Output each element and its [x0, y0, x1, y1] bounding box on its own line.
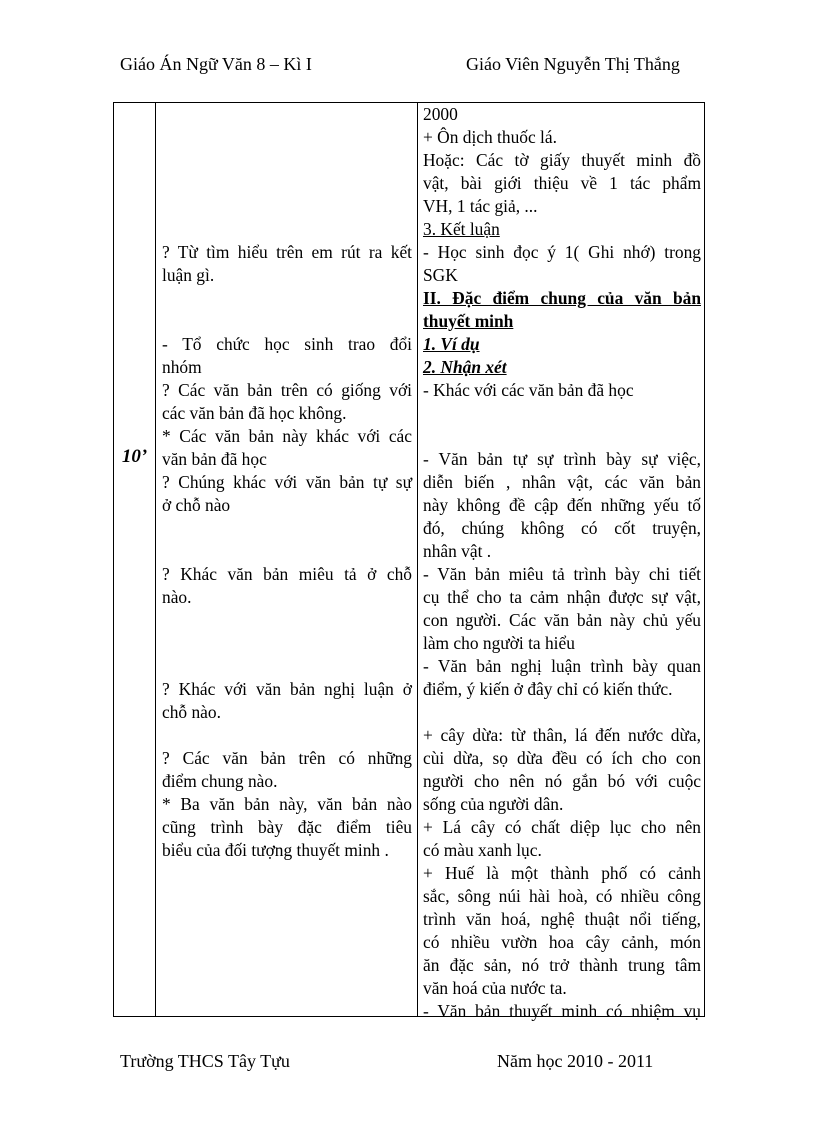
header-teacher: Giáo Viên Nguyễn Thị Thắng — [466, 54, 680, 74]
group-discussion-line1: - Tổ chức học sinh trao đổi — [162, 334, 412, 354]
note-three-texts-line1: * Ba văn bản này, văn bản nào — [162, 794, 412, 814]
question-conclusion-line1: ? Từ tìm hiểu trên em rút ra kết — [162, 242, 412, 262]
content-coconut-line1: + cây dừa: từ thân, lá đến nước dừa, — [423, 725, 701, 745]
content-alternatives-line2: vật, bài giới thiệu về 1 tác phẩm — [423, 173, 701, 193]
question-descriptive-line2: nào. — [162, 587, 192, 607]
question-descriptive-line1: ? Khác văn bản miêu tả ở chỗ — [162, 564, 412, 584]
content-hue-line5: ăn đặc sản, nó trở thành trung tâm — [423, 955, 701, 975]
subsection-remarks-heading: 2. Nhận xét — [423, 357, 507, 377]
content-hue-line3: trình văn hoá, nghệ thuật nổi tiếng, — [423, 909, 701, 929]
content-narrative-line2: diễn biến , nhân vật, các văn bản — [423, 472, 701, 492]
footer-school-year: Năm học 2010 - 2011 — [497, 1051, 654, 1071]
question-argumentative-line2: chỗ nào. — [162, 702, 221, 722]
note-three-texts-line3: biểu của đối tượng thuyết minh . — [162, 840, 389, 860]
lesson-table — [113, 102, 705, 1021]
section-ii-heading-line1: II. Đặc điểm chung của văn bản — [423, 288, 701, 308]
question-conclusion-line2: luận gì. — [162, 265, 215, 285]
content-descriptive-line1: - Văn bản miêu tả trình bày chi tiết — [423, 564, 701, 584]
content-descriptive-line2: cụ thể cho ta cảm nhận được sự vật, — [423, 587, 701, 607]
section-ii-heading-line2: thuyết minh — [423, 311, 514, 331]
question-narrative-line1: ? Chúng khác với văn bản tự sự — [162, 472, 412, 492]
content-hue-line2: sắc, sông núi hài hoà, có nhiều công — [423, 886, 701, 906]
content-hue-line4: có nhiều vườn hoa cây cảnh, món — [423, 932, 701, 952]
column-divider-2 — [417, 103, 418, 1016]
content-tobacco: + Ôn dịch thuốc lá. — [423, 127, 557, 147]
content-coconut-line3: người cho nên nó gắn bó với cuộc — [423, 771, 701, 791]
content-leaf-line2: có màu xanh lục. — [423, 840, 542, 860]
content-different: - Khác với các văn bản đã học — [423, 380, 634, 400]
column-divider-1 — [155, 103, 156, 1016]
content-argumentative-line1: - Văn bản nghị luận trình bày quan — [423, 656, 701, 676]
content-coconut-line2: cùi dừa, sọ dừa đều có ích cho con — [423, 748, 701, 768]
subsection-example-heading: 1. Ví dụ — [423, 334, 480, 354]
content-hue-line1: + Huế là một thành phố có cảnh — [423, 863, 701, 883]
content-narrative-line5: nhân vật . — [423, 541, 492, 561]
note-different-line2: văn bản đã học — [162, 449, 267, 469]
note-three-texts-line2: cũng trình bày đặc điểm tiêu — [162, 817, 412, 837]
content-column — [423, 103, 701, 1023]
question-narrative-line2: ở chỗ nào — [162, 495, 231, 515]
group-discussion-line2: nhóm — [162, 357, 202, 377]
teacher-activity-column — [162, 103, 412, 862]
content-coconut-line4: sống của người dân. — [423, 794, 564, 814]
footer-school: Trường THCS Tây Tựu — [120, 1051, 290, 1071]
content-descriptive-line3: con người. Các văn bản này chủ yếu — [423, 610, 701, 630]
content-narrative-line1: - Văn bản tự sự trình bày sự việc, — [423, 449, 701, 469]
content-narrative-line4: đó, chúng không có cốt truyện, — [423, 518, 701, 538]
content-task-line1: - Văn bản thuyết minh có nhiệm vụ — [423, 1001, 701, 1021]
question-common-line1: ? Các văn bản trên có những — [162, 748, 412, 768]
section-conclusion-heading: 3. Kết luận — [423, 219, 500, 239]
question-argumentative-line1: ? Khác với văn bản nghị luận ở — [162, 679, 412, 699]
content-descriptive-line4: làm cho người ta hiểu — [423, 633, 575, 653]
question-similar-line1: ? Các văn bản trên có giống với — [162, 380, 412, 400]
content-narrative-line3: này không đề cập đến những yếu tố — [423, 495, 701, 515]
question-common-line2: điểm chung nào. — [162, 771, 278, 791]
content-alternatives-line1: Hoặc: Các tờ giấy thuyết minh đồ — [423, 150, 701, 170]
content-read-note-line1: - Học sinh đọc ý 1( Ghi nhớ) trong — [423, 242, 701, 262]
content-year: 2000 — [423, 104, 458, 124]
content-read-note-line2: SGK — [423, 265, 458, 285]
time-cell: 10’ — [121, 446, 148, 467]
content-leaf-line1: + Lá cây có chất diệp lục cho nên — [423, 817, 701, 837]
content-hue-line6: văn hoá của nước ta. — [423, 978, 567, 998]
content-argumentative-line2: điểm, ý kiến ở đây chỉ có kiến thức. — [423, 679, 673, 699]
content-alternatives-line3: VH, 1 tác giả, ... — [423, 196, 538, 216]
note-different-line1: * Các văn bản này khác với các — [162, 426, 412, 446]
header-subject: Giáo Án Ngữ Văn 8 – Kì I — [120, 54, 312, 74]
question-similar-line2: các văn bản đã học không. — [162, 403, 347, 423]
